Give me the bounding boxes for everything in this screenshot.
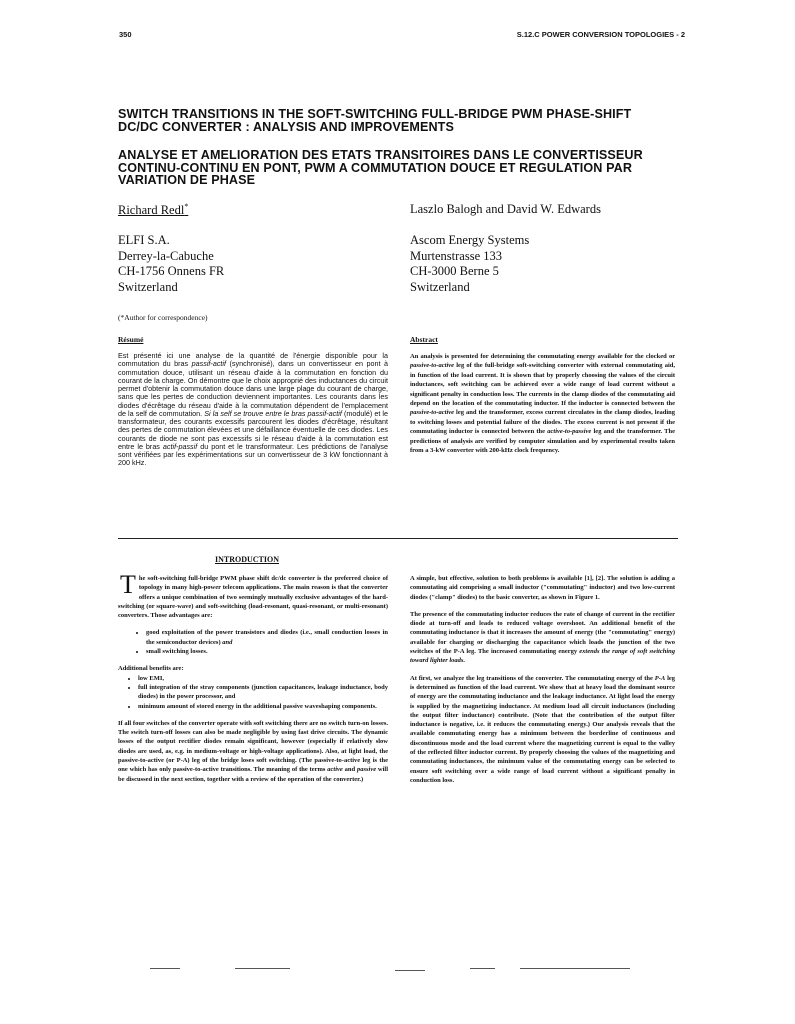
abstract-text: An analysis is presented for determining the commutating energy available for the clocked or passive-to-active leg of the full-bridge soft-switching converter with external commutating aid, in function of the load current. It is shown that by properly choosing the values of the circuit inductances, soft switching can be achieved over a wide range of load current without a significant penalty in conduction loss. The currents in the clamp diodes of the commutating aid depend on the location of the commutating inductor. If the inductor is connected between the passive-to-active leg and the transformer, excess current circulates in the clamp diodes, leading to switching losses and potential failure of the diodes. The excess current is not present if the commutating inductor is connected between the active-to-passive leg and the transformer. The predictions of analysis are verified by computer simulation and by experimental results taken from a 3-kW converter with 200-kHz clock frequency. [410, 353, 676, 455]
title-english [118, 108, 718, 134]
list-item: • small switching losses. [146, 647, 388, 656]
intro-right-column [410, 574, 675, 793]
list-item: • full integration of the stray components (junction capacitances, leakage inductance, body diodes) in the power processor, and [138, 683, 388, 702]
footer-rule [520, 968, 630, 969]
list-item: • low EMI, [138, 674, 388, 683]
abstract-heading: Abstract [410, 335, 438, 344]
list-item: • good exploitation of the power transistors and diodes (i.e., small conduction losses in the semiconductor devices) and [146, 628, 388, 647]
title-line: VARIATION DE PHASE [118, 173, 256, 187]
resume-heading: Résumé [118, 335, 144, 344]
paragraph: At first, we analyze the leg transitions of the converter. The commutating energy of the P-A leg is determined as function of the load current. We show that at heavy load the dominant source of energy are the commutating inductance and the leakage inductance. At light load the energy is supplied by the magnetizing inductance. At medium load all circuit inductances (including the output filter inductance) contribute. (Note that the contribution of the output filter inductance is negative, i.e. it reduces the commutating energy.) Our analysis reveals that the available commutating energy has a minimum between the borderline of continuous and discontinuous mode and the load current where the magnetizing current is equal to the valley of the reflected filter inductor current. By properly choosing the values of the magnetizing and commutating inductances, the minimum value of the commutating energy can be selected to ensure soft switching over a wide range of load current without a significant penalty in conduction loss. [410, 674, 676, 784]
advantages-list [118, 628, 388, 656]
affiliation-left: ELFI S.A. Derrey-la-Cabuche CH-1756 Onnens FR Switzerland [118, 233, 225, 294]
author-left: Richard Redl* [118, 202, 189, 218]
paragraph: The presence of the commutating inductor reduces the rate of change of current in the rectifier diode at turn-off and leads to reduced voltage overshoot. An additional benefit of the commutating inductance is that it increases the amount of energy (the "commutating" energy) available for charging or discharging the capacitance which loads the junction of the two switches of the P-A leg. The increased commutating energy extends the range of soft switching toward lighter loads. [410, 610, 676, 665]
paragraph: A simple, but effective, solution to both problems is available [1], [2]. The solution is adding a commutating aid comprising a small inductor ("commutating" inductor) and two low-current diodes ("clamp" diodes) to the basic converter, as shown in Figure 1. [410, 575, 675, 601]
footer-rule [470, 968, 495, 969]
footer-rule [150, 968, 180, 969]
footer-rule [235, 968, 290, 969]
paragraph: If all four switches of the converter operate with soft switching there are no switch turn-on losses. The switch turn-off losses can also be made negligible by using fast drive circuits. The dynamic losses of the output rectifier diodes remain significant, however (especially if relatively slow diodes are used, as, e.g. in medium-voltage or high-voltage applications). Also, at light load, the passive-to-active (or P-A) leg of the bridge loses soft switching. (The passive-to-active leg is the one which has only passive-to-active transitions. The meaning of the terms active and passive will be discussed in the next section, together with a review of the operation of the converter.) [118, 719, 389, 783]
title-line: DC/DC CONVERTER : ANALYSIS AND IMPROVEMENTS [118, 120, 454, 134]
list-item: • minimum amount of stored energy in the additional passive waveshaping components. [138, 702, 388, 711]
benefits-list [118, 674, 388, 711]
title-line: CONTINU-CONTINU EN PONT, PWM A COMMUTATION DOUCE ET REGULATION PAR [118, 160, 633, 175]
running-head: S.12.C POWER CONVERSION TOPOLOGIES - 2 [516, 30, 685, 39]
title-line: SWITCH TRANSITIONS IN THE SOFT-SWITCHING FULL-BRIDGE PWM PHASE-SHIFT [118, 107, 632, 121]
drop-cap: T [120, 570, 136, 599]
section-divider [118, 538, 678, 539]
additional-label: Additional benefits are: [118, 665, 184, 673]
corresponding-note: (*Author for correspondence) [118, 313, 208, 322]
title-french [118, 149, 718, 187]
footer-rule [395, 970, 425, 971]
affiliation-right: Ascom Energy Systems Murtenstrasse 133 CH-3000 Berne 5 Switzerland [410, 233, 530, 294]
paragraph: The soft-switching full-bridge PWM phase shift dc/dc converter is the preferred choice of topology in many high-power telecom applications. The main reason is that the converter offers a unique combination of two seemingly mutually exclusive advantages of the hard-switching (or square-wave) and soft-switching (load-resonant, quasi-resonant, or multi-resonant) converters. Those advantages are: [118, 570, 388, 620]
introduction-heading: INTRODUCTION [215, 555, 280, 564]
intro-left-column [118, 570, 389, 792]
title-line: ANALYSE ET AMELIORATION DES ETATS TRANSITOIRES DANS LE CONVERTISSEUR [118, 148, 643, 162]
author-right: Laszlo Balogh and David W. Edwards [410, 202, 601, 216]
resume-text: Est présenté ici une analyse de la quantité de l'énergie disponible pour la commutation du bras passif-actif (synchronisé), dans un convertisseur en pont à commutation douce, utilisant un réseau d'aide à la commutation en fonction du courant de la charge. On démontre que le choix approprié des inductances du circuit permet d'obtenir la commutation douce dans une large plage du courant de charge, sans que les pertes de conduction deviennent importantes. Les courants dans les diodes d'écrêtage du réseau d'aide à la commutation dépendent de l'emplacement de la self de commutation. Si la self se trouve entre le bras passif-actif (modulé) et le transformateur, des courants excessifs parcourent les diodes d'écrêtage, résultant des pertes de commutation élevées et une défaillance éventuelle de ces diodes. Les courants de diode ne sont pas excessifs si le réseau d'aide à la commutation est entre le bras actif-passif du pont et le transformateur. Les prédictions de l'analyse sont vérifiées par les expérimentations sur un convertisseur de 3 kW fonctionnant à 200 kHz. [118, 351, 389, 468]
page-number: 350 [119, 30, 132, 39]
